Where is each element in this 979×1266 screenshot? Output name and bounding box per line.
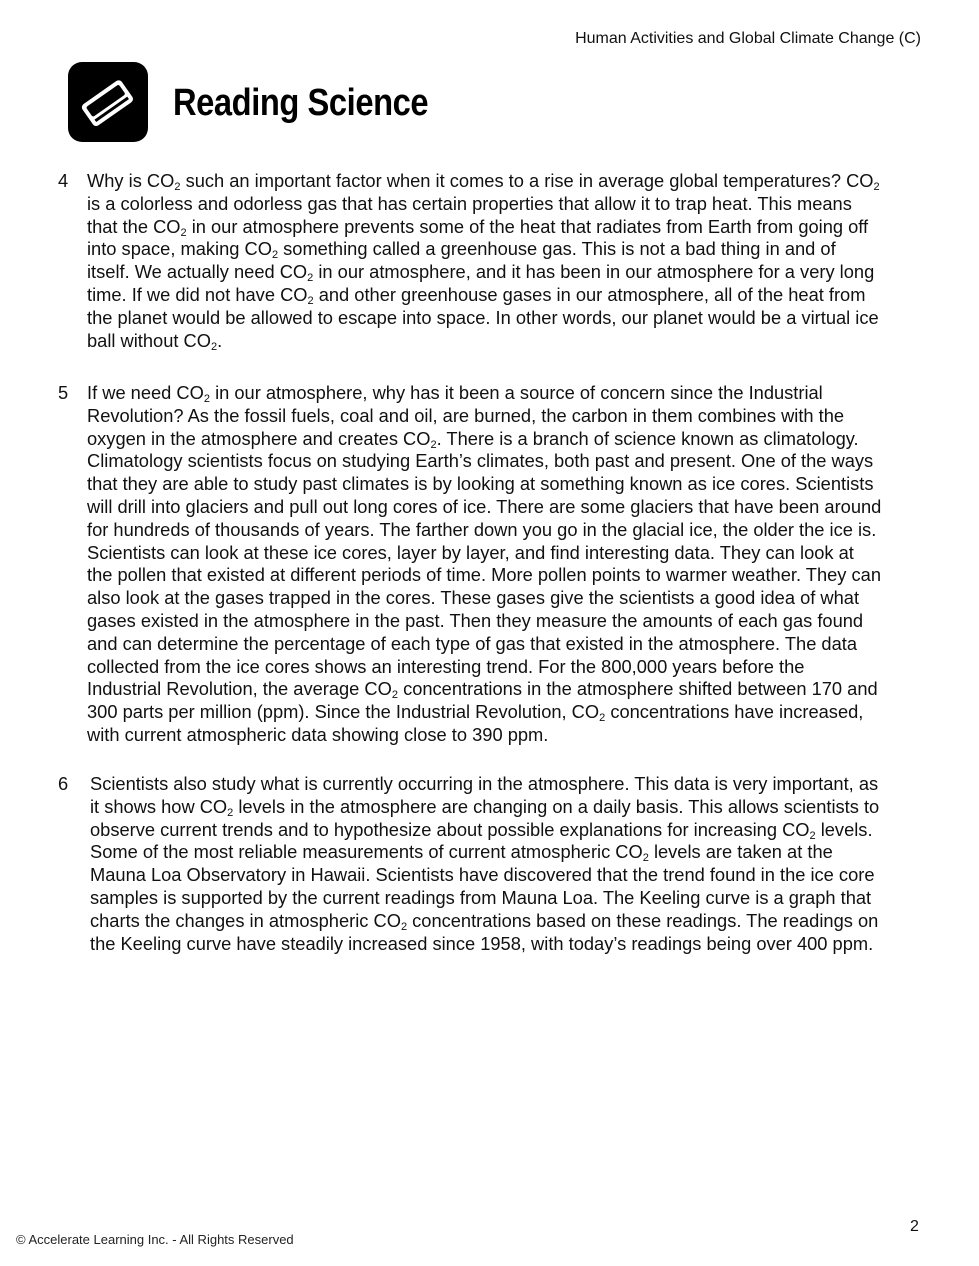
text-line: will drill into glaciers and pull out long cores of ice. There are some glaciers that have been around [87, 495, 882, 517]
text-line: itself. We actually need $CO_2$ in our atmosphere, and it has been in our atmosphere for a very long [87, 261, 875, 285]
text-line: gases existed in the atmosphere in the past. Then they measure the amounts of each gas found [87, 609, 864, 631]
text-line: oxygen in the atmosphere and creates $CO_2$. There is a branch of science known as climatology. [87, 427, 859, 451]
text-line: observe current trends and to hypothesize about possible explanations for increasing $CO_2$ levels. [90, 818, 873, 842]
text-line: that the $CO_2$ in our atmosphere prevents some of the heat that radiates from Earth from going off [87, 215, 869, 239]
book-icon [68, 62, 148, 142]
text-line: and can determine the percentage of each type of gas that existed in the atmosphere. The data [87, 632, 858, 654]
page-number: 2 [910, 1218, 919, 1235]
paragraph-4 [58, 170, 938, 352]
text-line: collected from the ice cores shows an interesting trend. For the 800,000 years before the [87, 655, 805, 677]
text-line: it shows how $CO_2$ levels in the atmosphere are changing on a daily basis. This allows scientists to [90, 795, 880, 819]
text-line: for hundreds of thousands of years. The farther down you go in the glacial ice, the older the ice is. [87, 518, 877, 540]
text-line: Why is $CO_2$ such an important factor when it comes to a rise in average global temperatures? $CO_2$ [87, 170, 880, 193]
section-title: Reading Science [173, 82, 429, 124]
text-line: charts the changes in atmospheric $CO_2$ concentrations based on these readings. The readings on [90, 909, 879, 933]
text-line: ball without $CO_2$. [87, 329, 223, 353]
paragraph-6 [58, 773, 938, 955]
text-line: Mauna Loa Observatory in Hawaii. Scientists have discovered that the trend found in the ice core [90, 864, 875, 886]
text-line: into space, making $CO_2$ something called a greenhouse gas. This is not a bad thing in and of [87, 238, 836, 262]
text-line: Industrial Revolution, the average $CO_2$ concentrations in the atmosphere shifted between 170 and [87, 678, 878, 702]
text-line: with current atmospheric data showing close to 390 ppm. [87, 723, 549, 745]
document-title: Human Activities and Global Climate Change (C) [575, 30, 921, 47]
text-line: Climatology scientists focus on studying Earth’s climates, both past and present. One of the ways [87, 450, 874, 472]
text-line: Scientists also study what is currently occurring in the atmosphere. This data is very important, as [90, 773, 879, 794]
text-line: samples is supported by the current readings from Mauna Loa. The Keeling curve is a graph that [90, 886, 872, 908]
paragraph-number: 4 [58, 170, 69, 191]
paragraph-number: 5 [58, 382, 69, 403]
text-line: time. If we did not have $CO_2$ and other greenhouse gases in our atmosphere, all of the heat from [87, 283, 866, 307]
text-line: Revolution? As the fossil fuels, coal and oil, are burned, the carbon in them combines with the [87, 404, 845, 426]
text-line: the planet would be allowed to escape into space. In other words, our planet would be a virtual ice [87, 306, 879, 328]
text-line: Scientists can look at these ice cores, layer by layer, and find interesting data. They can look at [87, 541, 854, 563]
paragraph-5 [58, 382, 938, 747]
text-line: the pollen that existed at different periods of time. More pollen points to warmer weather. They can [87, 564, 881, 586]
text-line: is a colorless and odorless gas that has certain properties that allow it to trap heat. This means [87, 192, 852, 214]
text-line: the Keeling curve have steadily increased since 1958, with today’s readings being over 400 ppm. [90, 932, 874, 954]
text-line: If we need $CO_2$ in our atmosphere, why has it been a source of concern since the Industrial [87, 382, 823, 405]
text-line: Some of the most reliable measurements of current atmospheric $CO_2$ levels are taken at the [90, 841, 833, 865]
paragraph-number: 6 [58, 773, 69, 794]
text-line: 300 parts per million (ppm). Since the Industrial Revolution, $CO_2$ concentrations have increased, [87, 701, 864, 725]
copyright-notice: © Accelerate Learning Inc. - All Rights Reserved [16, 1232, 294, 1247]
text-line: also look at the gases trapped in the cores. These gases give the scientists a good idea of what [87, 587, 860, 609]
text-line: that they are able to study past climates is by looking at something known as ice cores. Scientists [87, 473, 874, 495]
